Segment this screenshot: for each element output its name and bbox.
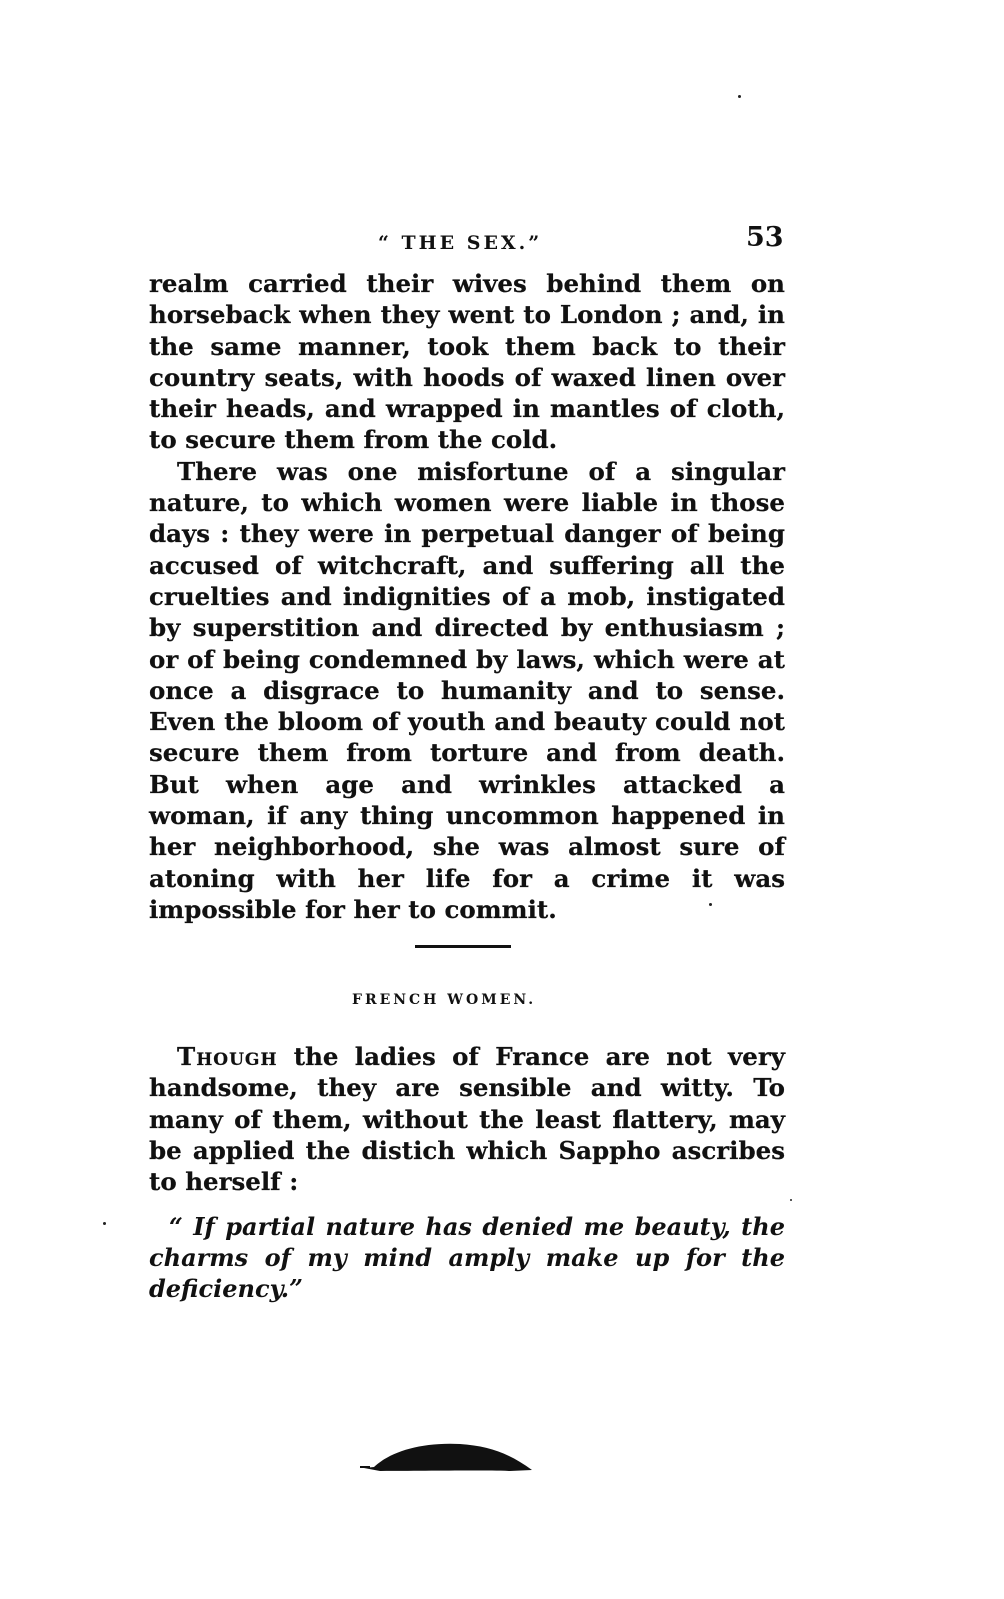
section-heading: FRENCH WOMEN. [352, 992, 537, 1008]
scan-speck [709, 903, 712, 906]
section-divider [415, 945, 511, 948]
paragraph-french-women-text: the ladies of France are not very handsome, they are sensible and witty. To many of them, without the least flattery, may be applied the distich which Sappho ascribes to herself : [149, 1042, 785, 1197]
body-text-section-two [149, 1041, 785, 1197]
paragraph-french-women [149, 1041, 785, 1197]
scan-speck [738, 95, 741, 98]
tailpiece-ornament-tick [360, 1466, 370, 1468]
paragraph-witchcraft: There was one misfortune of a singular nature, to which women were liable in those days : they were in perpetual danger of being accused of witchcraft, and suffering all the cruelties and indignities of a mob, instigated by superstition and directed by enthusiasm ; or of being condemned by laws, which were at once a disgrace to humanity and to sense. Even the bloom of youth and beauty could not secure them from torture and from death. But when age and wrinkles attacked a woman, if any thing uncommon happened in her neighborhood, she was almost sure of atoning with her life for a crime it was impossible for her to commit. [149, 456, 785, 924]
scan-speck [790, 1199, 792, 1201]
lead-word: Though [177, 1042, 278, 1071]
paragraph-continued: realm carried their wives behind them on horseback when they went to London ; and, in the same manner, took them back to their country seats, with hoods of waxed linen over their heads, and wrapped in mantles of cloth, to secure them from the cold. [149, 269, 785, 455]
running-head: “ THE SEX.” [378, 232, 543, 254]
page-number: 53 [746, 222, 784, 253]
sappho-quote: “ If partial nature has denied me beauty, the charms of my mind amply make up for the deficiency.” [149, 1212, 785, 1303]
tailpiece-ornament-shape [364, 1444, 532, 1471]
body-text-section-one [149, 268, 785, 925]
scan-speck [103, 1222, 106, 1225]
tailpiece-ornament-icon [360, 1440, 540, 1480]
